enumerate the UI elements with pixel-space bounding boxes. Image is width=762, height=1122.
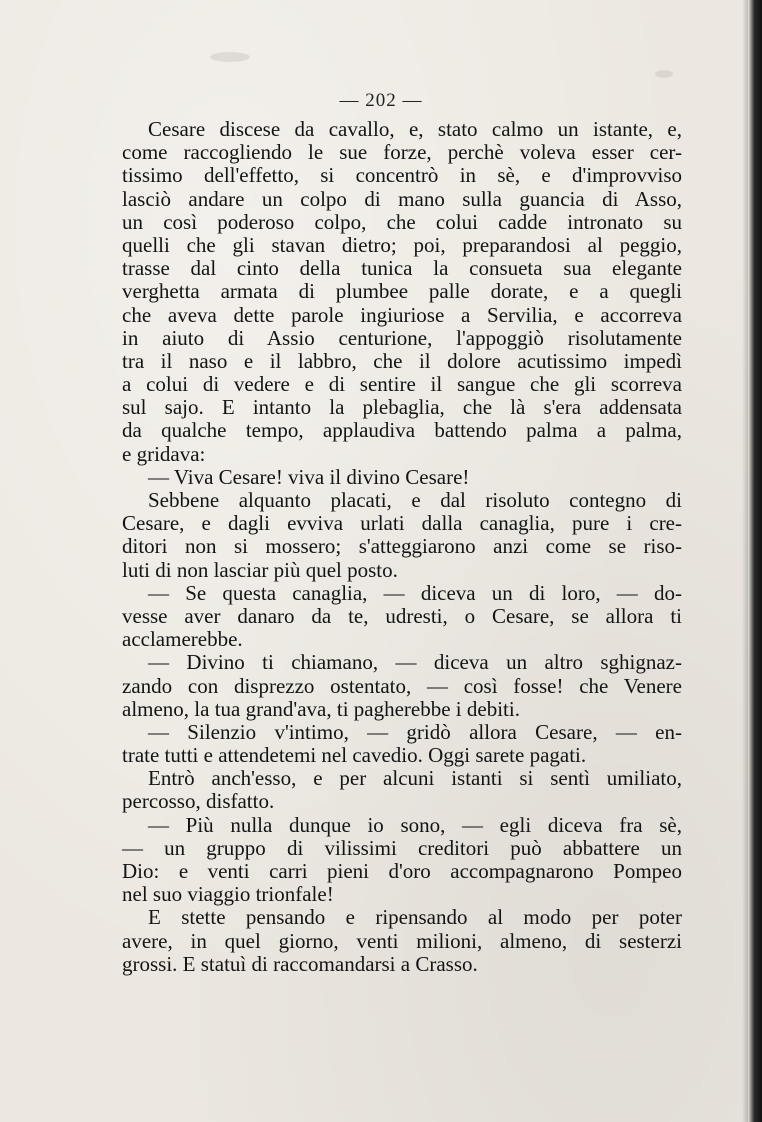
text-line: tissimo dell'effetto, si concentrò in sè, e d'improvviso bbox=[122, 163, 682, 188]
text-line: che aveva dette parole ingiuriose a Servilia, e accorreva bbox=[122, 302, 682, 327]
text-line: zando con disprezzo ostentato, — così fosse! che Venere bbox=[122, 673, 682, 698]
text-line: almeno, la tua grand'ava, ti pagherebbe i debiti. bbox=[122, 696, 520, 721]
text-line: — Più nulla dunque io sono, — egli diceva fra sè, bbox=[148, 812, 682, 837]
text-line: grossi. E statuì di raccomandarsi a Crasso. bbox=[122, 951, 478, 976]
page-number: — 202 — bbox=[339, 90, 423, 111]
text-line: a colui di vedere e di sentire il sangue che gli scorreva bbox=[122, 372, 682, 397]
text-line: — Viva Cesare! viva il divino Cesare! bbox=[148, 464, 470, 489]
text-line: da qualche tempo, applaudiva battendo palma a palma, bbox=[122, 418, 682, 443]
text-line: lasciò andare un colpo di mano sulla guancia di Asso, bbox=[122, 186, 682, 211]
text-line: in aiuto di Assio centurione, l'appoggiò risolutamente bbox=[122, 325, 682, 350]
text-line: Cesare, e dagli evviva urlati dalla canaglia, pure i cre- bbox=[122, 511, 682, 536]
text-line: un così poderoso colpo, che colui cadde intronato su bbox=[122, 209, 682, 234]
text-line: — Silenzio v'intimo, — gridò allora Cesare, — en- bbox=[148, 719, 682, 744]
text-line: Entrò anch'esso, e per alcuni istanti si sentì umiliato, bbox=[148, 766, 682, 791]
text-line: trate tutti e attendetemi nel cavedio. Oggi sarete pagati. bbox=[122, 743, 587, 768]
text-line: nel suo viaggio trionfale! bbox=[122, 882, 334, 907]
text-line: — Se questa canaglia, — diceva un di loro, — do- bbox=[148, 580, 682, 605]
text-line: Cesare discese da cavallo, e, stato calmo un istante, e, bbox=[148, 117, 682, 141]
text-line: — Divino ti chiamano, — diceva un altro sghignaz- bbox=[148, 650, 682, 675]
text-line: luti di non lasciar più quel posto. bbox=[122, 557, 398, 582]
body-text bbox=[122, 118, 682, 976]
text-line: quelli che gli stavan dietro; poi, preparandosi al peggio, bbox=[122, 232, 682, 257]
paper-smudge bbox=[210, 52, 250, 62]
text-line: Dio: e venti carri pieni d'oro accompagnarono Pompeo bbox=[122, 859, 682, 883]
paper-smudge bbox=[655, 70, 673, 78]
text-line: acclamerebbe. bbox=[122, 627, 243, 652]
binding-edge bbox=[748, 0, 762, 1122]
text-line: — un gruppo di vilissimi creditori può abbattere un bbox=[122, 835, 682, 860]
text-line: E stette pensando e ripensando al modo per poter bbox=[148, 905, 682, 930]
text-line: ditori non si mossero; s'atteggiarono anzi come se riso- bbox=[122, 534, 682, 559]
text-line: come raccogliendo le sue forze, perchè voleva esser cer- bbox=[122, 140, 682, 165]
text-line: avere, in quel giorno, venti milioni, almeno, di sesterzi bbox=[122, 928, 682, 953]
text-line: sul sajo. E intanto la plebaglia, che là s'era addensata bbox=[122, 395, 682, 420]
text-line: tra il naso e il labbro, che il dolore acutissimo impedì bbox=[122, 348, 682, 373]
text-line: trasse dal cinto della tunica la consueta sua elegante bbox=[122, 256, 682, 281]
text-line: vesse aver danaro da te, udresti, o Cesare, se allora ti bbox=[122, 603, 682, 628]
text-line: verghetta armata di plumbee palle dorate, e a quegli bbox=[122, 279, 682, 304]
text-line: e gridava: bbox=[122, 441, 206, 466]
text-line: percosso, disfatto. bbox=[122, 789, 275, 814]
text-line: Sebbene alquanto placati, e dal risoluto contegno di bbox=[148, 488, 682, 512]
